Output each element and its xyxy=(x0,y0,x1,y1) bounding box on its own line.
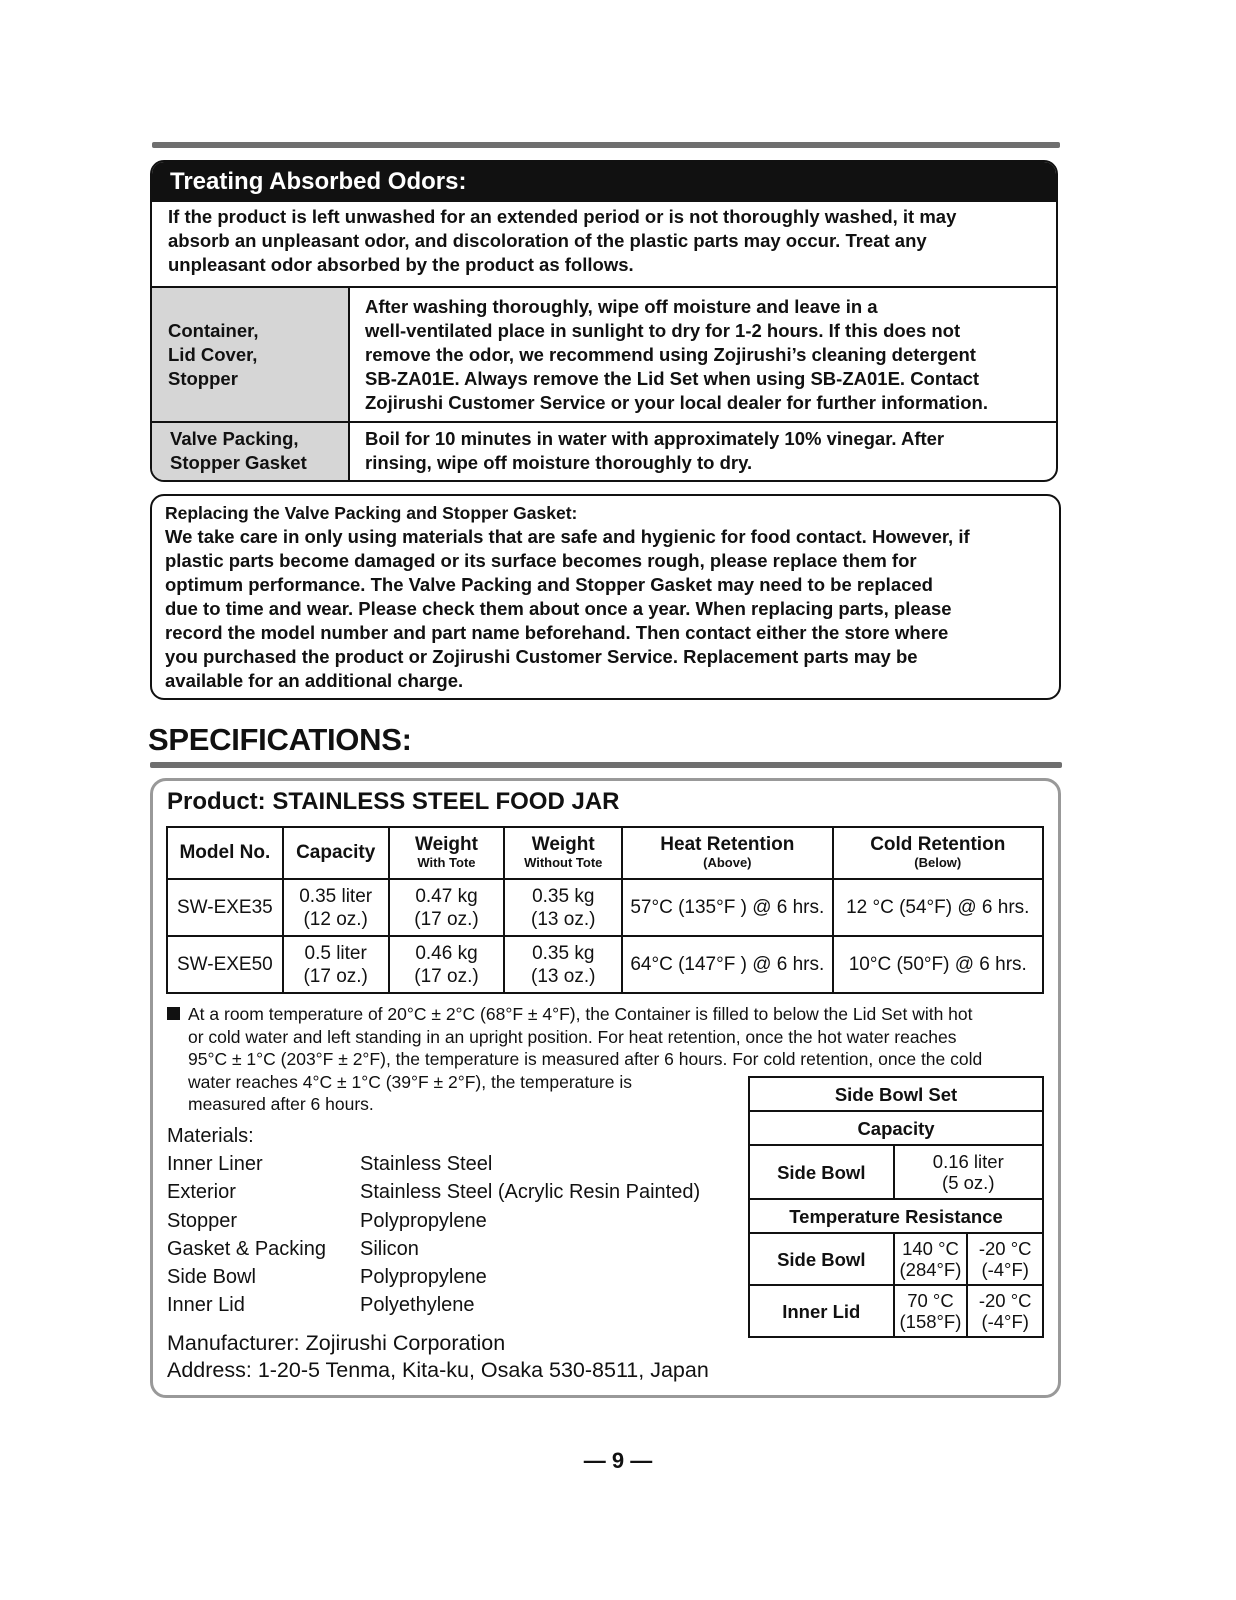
table-row xyxy=(749,1111,1043,1145)
text-line: After washing thoroughly, wipe off moisture and leave in a xyxy=(365,296,878,317)
text-line: 70 °C xyxy=(907,1290,954,1311)
text-line: -20 °C xyxy=(978,1290,1032,1311)
replace-paragraph xyxy=(165,525,1055,693)
divider xyxy=(348,286,350,480)
top-divider xyxy=(152,142,1060,148)
specifications-title: SPECIFICATIONS: xyxy=(148,722,412,757)
text-line: water reaches 4°C ± 1°C (39°F ± 2°F), the temperature is xyxy=(188,1071,633,1092)
table-cell xyxy=(283,879,389,936)
table-cell xyxy=(967,1233,1043,1285)
column-header xyxy=(622,827,832,879)
text-line: Boil for 10 minutes in water with approximately 10% vinegar. After xyxy=(365,428,945,449)
text-line: 0.46 kg xyxy=(415,942,478,964)
text-line: (17 oz.) xyxy=(303,965,368,987)
header-sublabel: With Tote xyxy=(417,855,476,870)
bullet-square-icon xyxy=(167,1007,180,1020)
specifications-divider xyxy=(150,762,1062,768)
product-title: Product: STAINLESS STEEL FOOD JAR xyxy=(167,788,620,815)
table-cell xyxy=(389,879,505,936)
text-line: We take care in only using materials that are safe and hygienic for food contact. However, if xyxy=(165,526,970,547)
table-cell: Side Bowl xyxy=(749,1145,894,1199)
text-line: (13 oz.) xyxy=(531,965,596,987)
text-line: 0.47 kg xyxy=(415,885,478,907)
table-cell: 64°C (147°F ) @ 6 hrs. xyxy=(622,936,832,993)
spec-table xyxy=(166,826,1044,994)
text-line: absorb an unpleasant odor, and discoloration of the plastic parts may occur. Treat any xyxy=(168,230,927,251)
text-line: (5 oz.) xyxy=(942,1172,995,1193)
page-number: — 9 — xyxy=(583,1448,653,1473)
treating-odors-section xyxy=(150,160,1058,482)
row-text-container xyxy=(365,295,1055,415)
part-name: Inner Lid xyxy=(167,1294,245,1317)
table-row xyxy=(167,936,1043,993)
table-cell xyxy=(894,1145,1043,1199)
text-line: 0.16 liter xyxy=(932,1151,1004,1172)
table-row xyxy=(749,1199,1043,1233)
text-line: -20 °C xyxy=(978,1238,1032,1259)
material-row xyxy=(167,1207,700,1235)
table-section-header: Temperature Resistance xyxy=(749,1199,1043,1233)
text-line: 0.35 liter xyxy=(299,885,373,907)
text-line: (158°F) xyxy=(899,1311,962,1332)
text-line: record the model number and part name beforehand. Then contact either the store where xyxy=(165,622,949,643)
table-cell: 10°C (50°F) @ 6 hrs. xyxy=(833,936,1043,993)
material-name: Stainless Steel (Acrylic Resin Painted) xyxy=(360,1181,701,1204)
text-line: Valve Packing, xyxy=(170,428,299,449)
header-sublabel: (Above) xyxy=(703,855,752,870)
text-line: SB-ZA01E. Always remove the Lid Set when using SB-ZA01E. Contact xyxy=(365,368,980,389)
column-header xyxy=(833,827,1043,879)
material-name: Polypropylene xyxy=(360,1209,487,1232)
intro-paragraph xyxy=(168,205,1038,277)
text-line: available for an additional charge. xyxy=(165,670,464,691)
replace-heading: Replacing the Valve Packing and Stopper Gasket: xyxy=(165,503,578,523)
material-name: Silicon xyxy=(360,1237,419,1260)
material-row xyxy=(167,1291,700,1319)
table-cell xyxy=(967,1285,1043,1337)
row-text-valve xyxy=(365,427,1055,475)
side-bowl-table xyxy=(748,1076,1044,1338)
table-cell xyxy=(894,1285,968,1337)
header-label: Cold Retention xyxy=(870,834,1006,855)
text-line: well-ventilated place in sunlight to dry for 1-2 hours. If this does not xyxy=(365,320,961,341)
divider xyxy=(152,421,1056,423)
text-line: due to time and wear. Please check them about once a year. When replacing parts, please xyxy=(165,598,952,619)
table-cell xyxy=(894,1233,968,1285)
table-cell: 57°C (135°F ) @ 6 hrs. xyxy=(622,879,832,936)
part-name: Stopper xyxy=(167,1209,238,1232)
text-line: 140 °C xyxy=(902,1238,959,1259)
text-line: 0.35 kg xyxy=(532,885,595,907)
manufacturer-address: Address: 1-20-5 Tenma, Kita-ku, Osaka 530-8511, Japan xyxy=(167,1358,709,1382)
table-row xyxy=(749,1077,1043,1111)
table-row xyxy=(167,879,1043,936)
header-sublabel: (Below) xyxy=(914,855,962,870)
table-cell: Inner Lid xyxy=(749,1285,894,1337)
part-name: Inner Liner xyxy=(167,1153,263,1176)
row-label-container xyxy=(168,319,258,391)
header-sublabel: Without Tote xyxy=(524,855,603,870)
part-name: Exterior xyxy=(167,1181,236,1204)
table-title-cell: Side Bowl Set xyxy=(749,1077,1043,1111)
header-label: Weight xyxy=(531,834,595,855)
text-line: (17 oz.) xyxy=(414,965,479,987)
text-line: measured after 6 hours. xyxy=(188,1094,374,1114)
text-line: If the product is left unwashed for an extended period or is not thoroughly washed, it may xyxy=(168,206,957,227)
part-name: Gasket & Packing xyxy=(167,1237,326,1260)
material-name: Polyethylene xyxy=(360,1294,475,1317)
text-line: remove the odor, we recommend using Zojirushi’s cleaning detergent xyxy=(365,344,976,365)
divider xyxy=(152,286,1056,288)
row-label-valve xyxy=(170,427,307,475)
material-row xyxy=(167,1263,700,1291)
material-row xyxy=(167,1150,700,1178)
table-cell xyxy=(389,936,505,993)
material-name: Stainless Steel xyxy=(360,1153,493,1176)
table-cell: SW-EXE50 xyxy=(167,936,283,993)
header-label: Model No. xyxy=(179,842,271,863)
material-row xyxy=(167,1178,700,1206)
table-cell xyxy=(504,879,622,936)
column-header xyxy=(283,827,389,879)
table-cell: 12 °C (54°F) @ 6 hrs. xyxy=(833,879,1043,936)
table-cell: Side Bowl xyxy=(749,1233,894,1285)
table-cell xyxy=(504,936,622,993)
text-line: unpleasant odor absorbed by the product as follows. xyxy=(168,254,634,275)
text-line: you purchased the product or Zojirushi Customer Service. Replacement parts may be xyxy=(165,646,918,667)
section-heading: Treating Absorbed Odors: xyxy=(152,162,1056,202)
header-label: Heat Retention xyxy=(660,834,795,855)
column-header xyxy=(167,827,283,879)
text-line: (284°F) xyxy=(899,1259,962,1280)
text-line: Container, xyxy=(168,320,259,341)
column-header xyxy=(389,827,505,879)
part-name: Side Bowl xyxy=(167,1266,256,1289)
table-cell xyxy=(283,936,389,993)
table-cell: SW-EXE35 xyxy=(167,879,283,936)
header-label: Weight xyxy=(414,834,478,855)
text-line: (12 oz.) xyxy=(303,908,368,930)
table-row xyxy=(749,1145,1043,1199)
text-line: plastic parts become damaged or its surface becomes rough, please replace them for xyxy=(165,550,917,571)
text-line: 0.5 liter xyxy=(304,942,367,964)
text-line: Stopper Gasket xyxy=(170,452,307,473)
text-line: (13 oz.) xyxy=(531,908,596,930)
text-line: Lid Cover, xyxy=(168,344,258,365)
table-row xyxy=(749,1285,1043,1337)
text-line: (17 oz.) xyxy=(414,908,479,930)
table-header-row xyxy=(167,827,1043,879)
text-line: Stopper xyxy=(168,368,238,389)
text-line: 0.35 kg xyxy=(532,942,595,964)
table-row xyxy=(749,1233,1043,1285)
manufacturer-info xyxy=(167,1330,709,1384)
column-header xyxy=(504,827,622,879)
text-line: (-4°F) xyxy=(981,1259,1029,1280)
material-name: Polypropylene xyxy=(360,1266,487,1289)
manufacturer-name: Manufacturer: Zojirushi Corporation xyxy=(167,1331,506,1355)
text-line: optimum performance. The Valve Packing and Stopper Gasket may need to be replaced xyxy=(165,574,933,595)
text-line xyxy=(167,1003,1047,1026)
materials-list xyxy=(167,1122,700,1319)
text-line: rinsing, wipe off moisture thoroughly to dry. xyxy=(365,452,753,473)
table-section-header: Capacity xyxy=(749,1111,1043,1145)
note-text: At a room temperature of 20°C ± 2°C (68°F ± 4°F), the Container is filled to below the Lid Set with hot xyxy=(188,1004,973,1024)
replacing-parts-section xyxy=(150,494,1061,700)
text-line: (-4°F) xyxy=(981,1311,1029,1332)
text-line: 95°C ± 1°C (203°F ± 2°F), the temperature is measured after 6 hours. For cold retention, once the cold xyxy=(188,1049,983,1069)
materials-title: Materials: xyxy=(167,1125,254,1147)
header-label: Capacity xyxy=(296,842,376,863)
text-line: Zojirushi Customer Service or your local dealer for further information. xyxy=(365,392,988,413)
text-line: or cold water and left standing in an upright position. For heat retention, once the hot water reaches xyxy=(188,1026,957,1047)
material-row xyxy=(167,1235,700,1263)
